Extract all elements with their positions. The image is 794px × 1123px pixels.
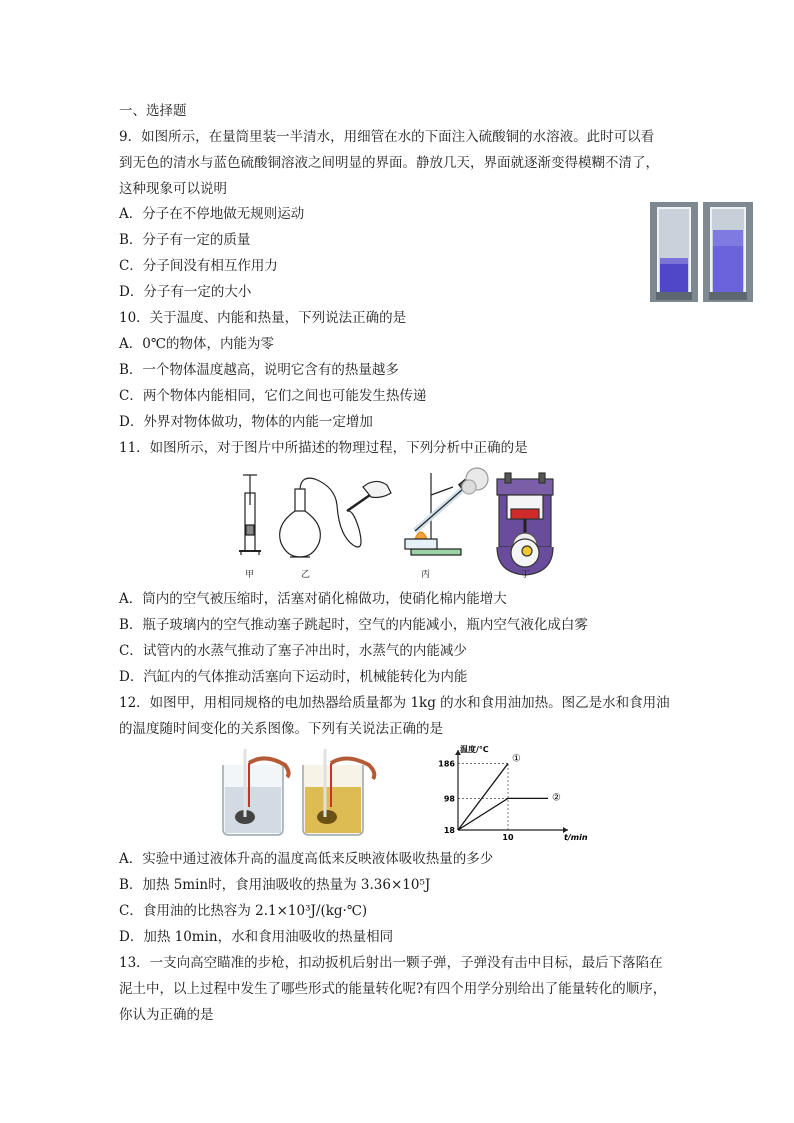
q12-stem-line-2: 的温度随时间变化的关系图像。下列有关说法正确的是	[119, 721, 443, 737]
q12-option-a: A．实验中通过液体升高的温度高低来反映液体吸收热量的多少	[119, 851, 494, 867]
q9-stem-line-3: 这种现象可以说明	[119, 181, 227, 197]
q11-fig-bing	[405, 468, 488, 555]
q11-label-bing: 丙	[421, 570, 431, 580]
q10-stem: 10．关于温度、内能和热量，下列说法正确的是	[119, 310, 407, 326]
q11-fig-ding	[497, 473, 553, 575]
q11-option-d: D．汽缸内的气体推动活塞向下运动时，机械能转化为内能	[119, 669, 468, 685]
q11-fig-yi	[280, 478, 391, 557]
q12-option-c: C．食用油的比热容为 2.1×10³J/(kg·℃)	[119, 903, 368, 919]
water-beaker	[223, 749, 289, 835]
q11-label-jia: 甲	[245, 570, 255, 580]
y-tick-label: 98	[443, 794, 455, 804]
q9-photo-before	[650, 202, 698, 302]
q13-stem-line-2: 泥土中，以上过程中发生了哪些形式的能量转化呢?有四个用学分别给出了能量转化的顺序，	[119, 981, 667, 997]
q12-beakers-photo	[215, 745, 395, 837]
q12-chart-svg	[430, 742, 588, 842]
q9-stem-line-2: 到无色的清水与蓝色硫酸铜溶液之间明显的界面。静放几天，界面就逐渐变得模糊不清了，	[119, 155, 659, 171]
y-tick-label: 18	[443, 826, 455, 835]
q13-stem-line-1: 13．一支向高空瞄准的步枪，扣动扳机后射出一颗子弹，子弹没有击中目标，最后下落陷在	[119, 955, 663, 971]
q12-option-b: B．加热 5min时，食用油吸收的热量为 3.36×10⁵J	[119, 877, 431, 893]
x-tick-label: 10	[502, 833, 514, 842]
q11-stem: 11．如图所示，对于图片中所描述的物理过程，下列分析中正确的是	[119, 440, 528, 456]
q10-option-b: B．一个物体温度越高，说明它含有的热量越多	[119, 362, 399, 378]
q11-option-c: C．试管内的水蒸气推动了塞子冲出时，水蒸气的内能减少	[119, 643, 467, 659]
q9-stem-line-1: 9．如图所示，在量筒里装一半清水，用细管在水的下面注入硫酸铜的水溶液。此时可以看	[119, 129, 655, 145]
q9-option-d: D．分子有一定的大小	[119, 284, 252, 300]
series-label-2: ②	[552, 792, 561, 804]
y-tick-label: 186	[438, 759, 455, 769]
q11-option-a: A．筒内的空气被压缩时，活塞对硝化棉做功，使硝化棉内能增大	[119, 591, 507, 607]
series-label-1: ①	[512, 753, 521, 765]
q11-label-yi: 乙	[301, 570, 311, 580]
q11-fig-jia	[239, 475, 261, 555]
q11-label-ding: 丁	[521, 570, 531, 580]
x-axis-label: t/min	[564, 833, 588, 842]
q12-option-d: D．加热 10min，水和食用油吸收的热量相同	[119, 929, 394, 945]
q12-stem-line-1: 12．如图甲，用相同规格的电加热器给质量都为 1kg 的水和食用油加热。图乙是水和食用油	[119, 695, 670, 711]
q9-photo-after	[703, 202, 753, 302]
q9-option-b: B．分子有一定的质量	[119, 232, 251, 248]
q9-option-a: A．分子在不停地做无规则运动	[119, 206, 305, 222]
series-line-1	[458, 764, 508, 830]
q9-option-c: C．分子间没有相互作用力	[119, 258, 278, 274]
series-line-2	[458, 798, 548, 830]
section-title: 一、选择题	[119, 103, 187, 119]
q10-option-d: D．外界对物体做功，物体的内能一定增加	[119, 414, 373, 430]
q12-temperature-graph	[430, 742, 588, 842]
q10-option-a: A．0℃的物体，内能为零	[119, 336, 274, 352]
q11-option-b: B．瓶子玻璃内的空气推动塞子跳起时，空气的内能减小，瓶内空气液化成白雾	[119, 617, 588, 633]
q10-option-c: C．两个物体内能相同，它们之间也可能发生热传递	[119, 388, 427, 404]
q13-stem-line-3: 你认为正确的是	[119, 1007, 214, 1023]
q11-figure	[235, 465, 565, 583]
oil-beaker	[303, 749, 374, 835]
y-axis-label: 温度/℃	[460, 745, 489, 754]
